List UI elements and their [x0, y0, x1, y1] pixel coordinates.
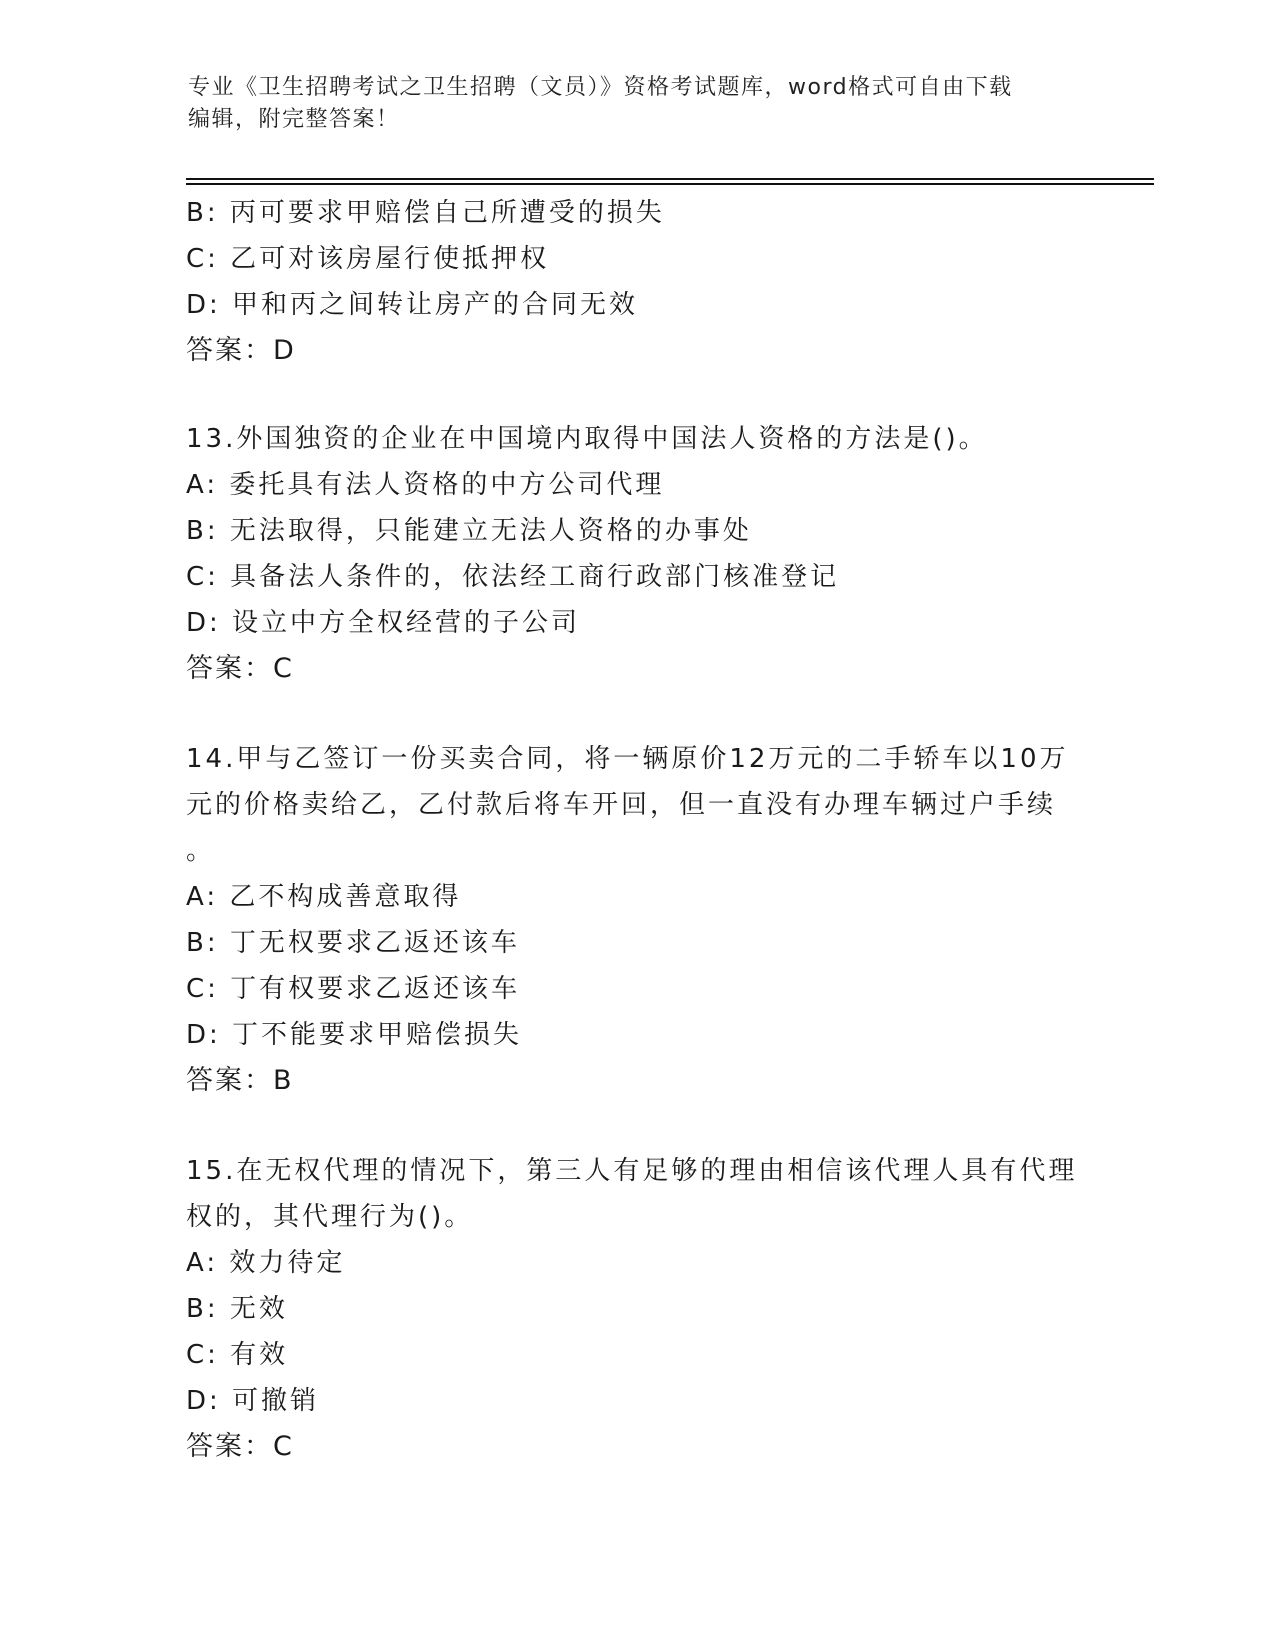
question-list	[186, 190, 1086, 1470]
option-d: D: 设立中方全权经营的子公司	[186, 608, 581, 638]
answer-line: 答案：D	[186, 335, 296, 366]
option-b: B: 无法取得，只能建立无法人资格的办事处	[186, 516, 752, 546]
question-stem-line-1: 14.甲与乙签订一份买卖合同，将一辆原价12万元的二手轿车以10万	[186, 744, 1069, 774]
option-c: C: 乙可对该房屋行使抵押权	[186, 244, 550, 274]
question-15	[186, 1148, 1086, 1470]
answer-line: 答案：C	[186, 1431, 294, 1462]
question-stem-line-2: 权的，其代理行为()。	[186, 1202, 474, 1232]
answer-line: 答案：C	[186, 653, 294, 684]
document-header	[188, 72, 1068, 136]
question-12-continued	[186, 190, 1086, 374]
option-c: C: 丁有权要求乙返还该车	[186, 974, 521, 1004]
header-rule-top	[186, 178, 1154, 180]
option-b: B: 丁无权要求乙返还该车	[186, 928, 520, 958]
option-d: D: 甲和丙之间转让房产的合同无效	[186, 290, 639, 320]
option-a: A: 委托具有法人资格的中方公司代理	[186, 470, 665, 500]
option-a: A: 乙不构成善意取得	[186, 882, 462, 912]
question-14	[186, 736, 1086, 1104]
option-d: D: 可撤销	[186, 1386, 320, 1416]
header-line-2: 编辑，附完整答案！	[188, 107, 400, 132]
question-stem-line-2: 元的价格卖给乙，乙付款后将车开回，但一直没有办理车辆过户手续	[186, 790, 1057, 820]
header-line-1: 专业《卫生招聘考试之卫生招聘（文员）》资格考试题库，word格式可自由下载	[188, 75, 1013, 100]
question-stem-line-1: 15.在无权代理的情况下，第三人有足够的理由相信该代理人具有代理	[186, 1156, 1078, 1186]
option-c: C: 有效	[186, 1340, 289, 1370]
option-b: B: 丙可要求甲赔偿自己所遭受的损失	[186, 198, 665, 228]
answer-line: 答案：B	[186, 1065, 294, 1096]
question-stem: 13.外国独资的企业在中国境内取得中国法人资格的方法是()。	[186, 424, 988, 454]
option-c: C: 具备法人条件的，依法经工商行政部门核准登记	[186, 562, 840, 592]
header-rule-bottom	[186, 183, 1154, 185]
option-b: B: 无效	[186, 1294, 288, 1324]
option-d: D: 丁不能要求甲赔偿损失	[186, 1020, 523, 1050]
option-a: A: 效力待定	[186, 1248, 346, 1278]
question-stem-line-3: 。	[186, 836, 216, 866]
question-13	[186, 416, 1086, 692]
